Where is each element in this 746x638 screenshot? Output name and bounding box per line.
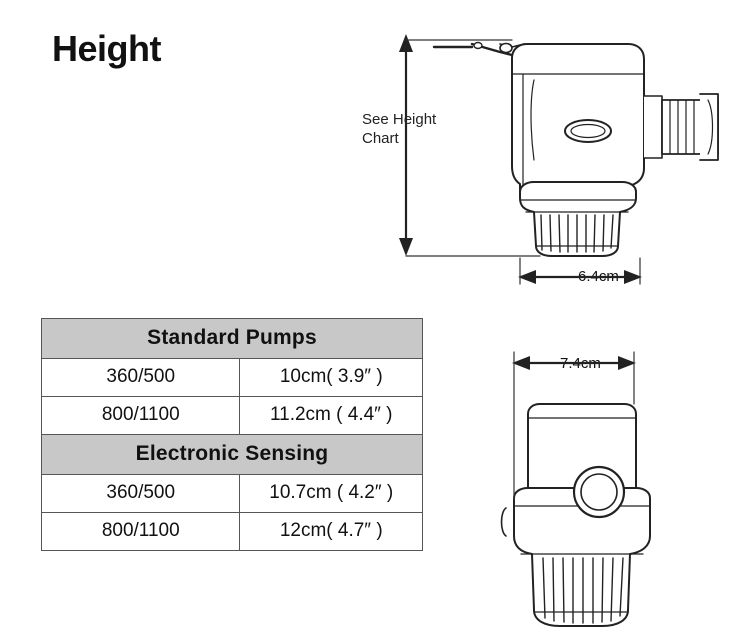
table-cell-value: 12cm( 4.7″ ): [240, 513, 423, 551]
horizontal-dimension-arrow-depth: [512, 356, 636, 370]
height-callout-text: See Height Chart: [362, 111, 437, 147]
table-cell-value: 11.2cm ( 4.4″ ): [240, 397, 423, 435]
table-body: [42, 319, 423, 551]
table-section-header-electronic: Electronic Sensing: [42, 435, 423, 475]
page-title: Height: [52, 28, 161, 69]
bilge-pump-side-view: [434, 43, 718, 257]
height-chart-table: [41, 318, 423, 551]
table-cell-model: 360/500: [42, 475, 240, 513]
table-row: [42, 513, 423, 551]
horizontal-dimension-arrow-width: [518, 270, 642, 284]
table-row: [42, 475, 423, 513]
depth-dimension-label: 7.4cm: [560, 355, 601, 372]
table-cell-model: 800/1100: [42, 397, 240, 435]
table-row: [42, 319, 423, 359]
table-row: [42, 435, 423, 475]
table-row: [42, 359, 423, 397]
table-cell-value: 10cm( 3.9″ ): [240, 359, 423, 397]
bilge-pump-front-view: [502, 404, 651, 626]
width-dimension-label: 6.4cm: [578, 268, 619, 285]
table-cell-value: 10.7cm ( 4.2″ ): [240, 475, 423, 513]
table-section-header-standard: Standard Pumps: [42, 319, 423, 359]
table-cell-model: 800/1100: [42, 513, 240, 551]
table-cell-model: 360/500: [42, 359, 240, 397]
vertical-dimension-arrow: [399, 34, 413, 256]
table-row: [42, 397, 423, 435]
